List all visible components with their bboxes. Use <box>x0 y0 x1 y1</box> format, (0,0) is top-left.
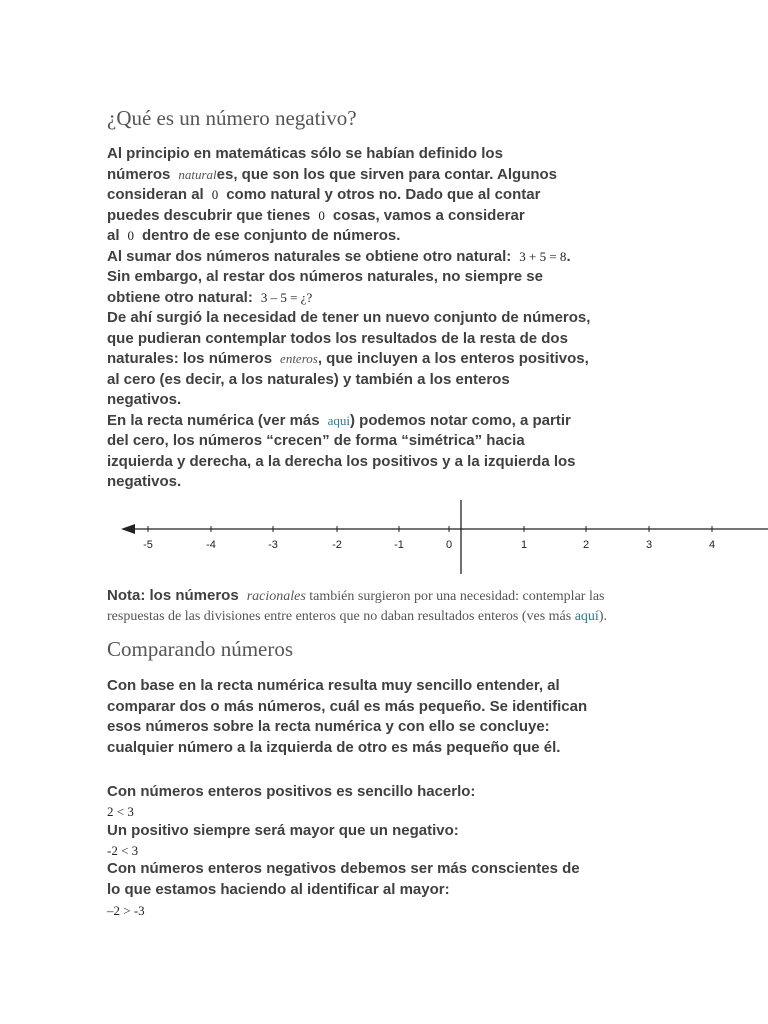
term-enteros: enteros <box>280 351 318 366</box>
text-line: al cero (es decir, a los naturales) y también a los enteros <box>107 370 510 388</box>
term-racionales: racionales <box>246 589 306 604</box>
comparison-paragraph <box>107 676 667 758</box>
number-line-label: -4 <box>206 539 216 551</box>
example-3-text <box>107 859 667 900</box>
text-line: De ahí surgió la necesidad de tener un nuevo conjunto de números, <box>107 309 591 326</box>
text-line: Al sumar dos números naturales se obtiene otro natural: 3 + 5 = 8. <box>107 247 571 265</box>
number-line-label: -2 <box>332 539 342 551</box>
text-line: negativos. <box>107 473 182 490</box>
text-line: del cero, los números “crecen” de forma “simétrica” hacia <box>107 432 525 449</box>
number-line-label: 0 <box>445 539 453 551</box>
aqui-link[interactable]: aqui <box>327 412 350 428</box>
text-line: Nota: los números racionales también surgieron por una necesidad: contemplar las <box>107 587 605 604</box>
text-line: lo que estamos haciendo al identificar al mayor: <box>107 880 450 898</box>
example-2-text: Un positivo siempre será mayor que un negativo: <box>107 822 459 839</box>
math-expression: 3 + 5 = 8 <box>519 248 567 264</box>
text-line: cualquier número a la izquierda de otro es más pequeño que él. <box>107 738 561 756</box>
text-line: al 0 dentro de ese conjunto de números. <box>107 227 401 244</box>
number-line-label: -1 <box>394 539 404 551</box>
text-line: Al principio en matemáticas sólo se habían definido los <box>107 145 503 162</box>
text-line: que pudieran contemplar todos los resultados de la resta de dos <box>107 329 568 347</box>
text-line: comparar dos o más números, cuál es más pequeño. Se identifican <box>107 697 588 715</box>
example-3-expression: –2 > -3 <box>107 903 145 918</box>
number-line-label: 3 <box>645 539 653 551</box>
math-expression: 3 – 5 = ¿? <box>260 289 313 305</box>
text-line: números naturales, que son los que sirven para contar. Algunos <box>107 165 558 183</box>
number-line <box>0 498 768 578</box>
nota-paragraph <box>107 586 667 627</box>
text-line: consideran al 0 como natural y otros no. Dado que al contar <box>107 186 541 203</box>
example-1-expression: 2 < 3 <box>107 804 134 819</box>
example-1-text: Con números enteros positivos es sencillo hacerlo: <box>107 783 476 800</box>
number-line-label: -5 <box>143 539 153 551</box>
number-line-label: -3 <box>268 539 278 551</box>
number-line-label: 4 <box>708 539 716 551</box>
number-line-label: 2 <box>582 539 590 551</box>
term-naturales: natural <box>178 166 217 182</box>
text-line: obtiene otro natural: 3 – 5 = ¿? <box>107 288 313 306</box>
left-arrow-icon <box>121 524 135 534</box>
page-title: ¿Qué es un número negativo? <box>107 106 357 130</box>
text-line: izquierda y derecha, a la derecha los positivos y a la izquierda los <box>107 452 576 470</box>
section-title: Comparando números <box>107 637 294 661</box>
text-line: Con base en la recta numérica resulta muy sencillo entender, al <box>107 677 560 694</box>
text-line: esos números sobre la recta numérica y con ello se concluye: <box>107 718 550 735</box>
aqui-link[interactable]: aquí <box>574 609 599 624</box>
number-line-label: 1 <box>520 539 528 551</box>
text-line: naturales: los números enteros, que incluyen a los enteros positivos, <box>107 350 589 367</box>
text-line: puedes descubrir que tienes 0 cosas, vamos a considerar <box>107 206 525 224</box>
text-line: Con números enteros negativos debemos ser más conscientes de <box>107 860 580 877</box>
text-line: respuestas de las divisiones entre enteros que no daban resultados enteros (ves más aquí). <box>107 609 607 624</box>
intro-paragraph <box>107 144 667 493</box>
nota-label: Nota: los números <box>107 587 239 604</box>
text-line: Sin embargo, al restar dos números naturales, no siempre se <box>107 268 543 285</box>
example-2-expression: -2 < 3 <box>107 843 139 858</box>
text-line: negativos. <box>107 391 182 408</box>
text-line: En la recta numérica (ver más aqui) podemos notar como, a partir <box>107 411 571 429</box>
